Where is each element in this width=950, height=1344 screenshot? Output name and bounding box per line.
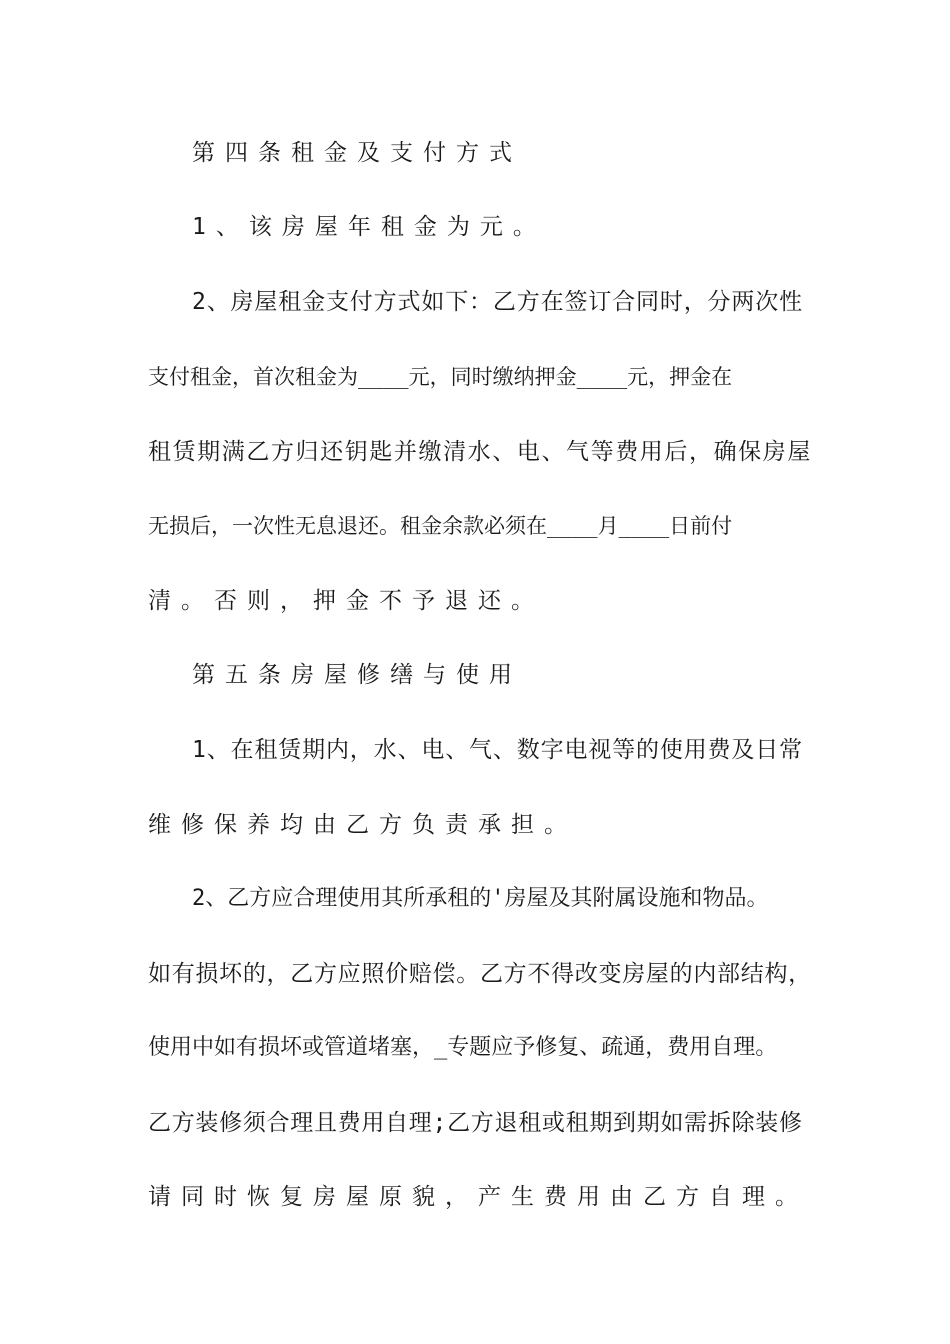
paragraph-line: 租赁期满乙方归还钥匙并缴清水、电、气等费用后，确保房屋 bbox=[148, 439, 812, 465]
paragraph-line: 2、乙方应合理使用其所承租的'房屋及其附属设施和物品。 bbox=[192, 886, 769, 911]
section-heading-article-5: 第五条房屋修缮与使用 bbox=[192, 662, 522, 688]
paragraph-line: 如有损坏的，乙方应照价赔偿。乙方不得改变房屋的内部结构， bbox=[148, 961, 812, 987]
paragraph-line: 无损后，一次性无息退还。租金余款必须在____月____日前付 bbox=[148, 514, 733, 538]
paragraph-line: 请同时恢复房屋原貌，产生费用由乙方自理。 bbox=[148, 1184, 808, 1210]
paragraph-line: 1、该房屋年租金为元。 bbox=[192, 214, 546, 240]
paragraph-line: 使用中如有损坏或管道堵塞，_专题应予修复、疏通，费用自理。 bbox=[148, 1035, 778, 1060]
paragraph-line: 1、在租赁期内，水、电、气、数字电视等的使用费及日常 bbox=[192, 737, 803, 763]
paragraph-line: 乙方装修须合理且费用自理;乙方退租或租期到期如需拆除装修 bbox=[148, 1110, 803, 1136]
paragraph-line: 维修保养均由乙方负责承担。 bbox=[148, 812, 577, 838]
paragraph-line: 2、房屋租金支付方式如下：乙方在签订合同时，分两次性 bbox=[192, 289, 803, 315]
paragraph-line: 支付租金，首次租金为____元，同时缴纳押金____元，押金在 bbox=[148, 365, 733, 389]
section-heading-article-4: 第四条租金及支付方式 bbox=[192, 140, 522, 166]
paragraph-line: 清。否则，押金不予退还。 bbox=[148, 588, 544, 614]
